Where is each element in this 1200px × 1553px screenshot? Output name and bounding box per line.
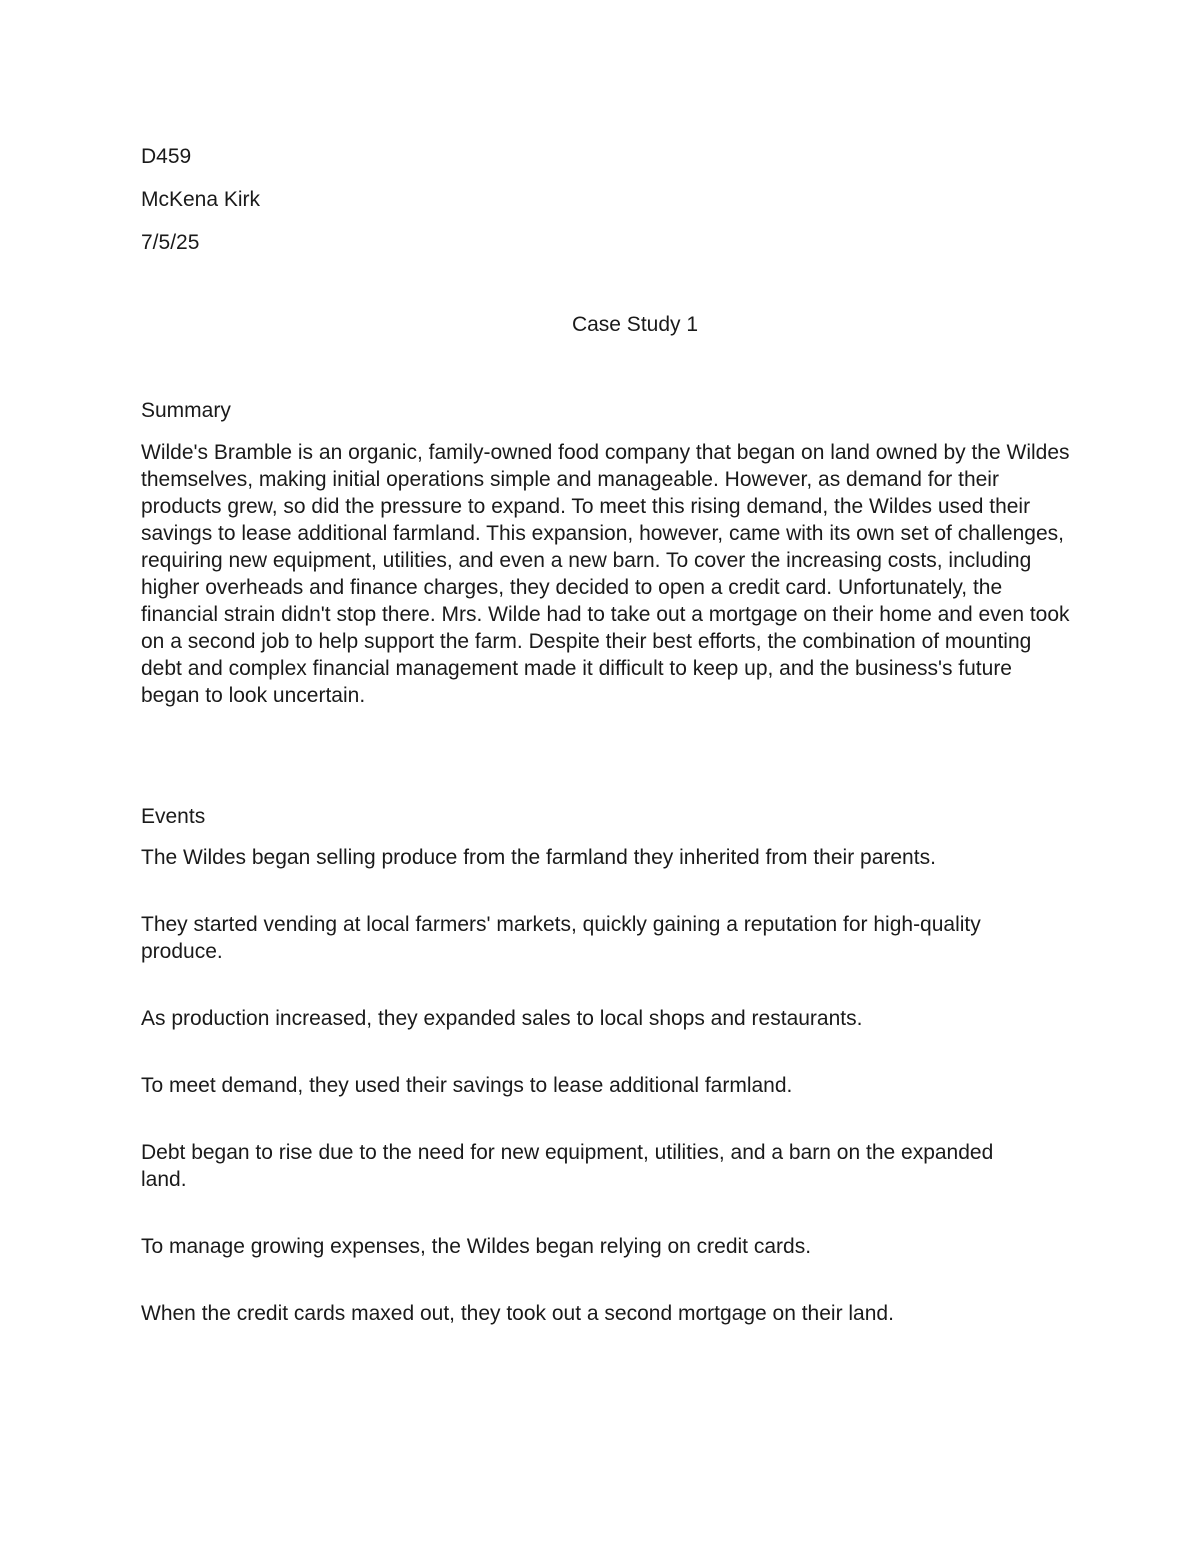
- events-heading: Events: [141, 805, 206, 828]
- summary-heading: Summary: [141, 399, 231, 422]
- course-code: D459: [141, 145, 192, 168]
- author-name: McKena Kirk: [141, 188, 261, 211]
- document-title: Case Study 1: [571, 313, 699, 336]
- summary-paragraph: Wilde's Bramble is an organic, family-owned food company that began on land owned by the Wildes themselves, making initial operations simple and manageable. However, as demand for their products grew, so did the pressure to expand. To meet this rising demand, the Wildes used their savings to lease additional farmland. This expansion, however, came with its own set of challenges, requiring new equipment, utilities, and even a new barn. To cover the increasing costs, including higher overheads and finance charges, they decided to open a credit card. Unfortunately, the financial strain didn't stop there. Mrs. Wilde had to take out a mortgage on their home and even took on a second job to help support the farm. Despite their best efforts, the combination of mounting debt and complex financial management made it difficult to keep up, and the business's future began to look uncertain.: [141, 441, 1070, 707]
- document-date: 7/5/25: [141, 231, 200, 254]
- event-item: The Wildes began selling produce from the farmland they inherited from their parents.: [141, 846, 936, 869]
- event-item: Debt began to rise due to the need for new equipment, utilities, and a barn on the expanded land.: [141, 1141, 994, 1191]
- event-item: As production increased, they expanded sales to local shops and restaurants.: [141, 1007, 863, 1030]
- events-list: [141, 844, 1041, 1367]
- event-item: To manage growing expenses, the Wildes began relying on credit cards.: [141, 1235, 812, 1258]
- event-item: When the credit cards maxed out, they took out a second mortgage on their land.: [141, 1302, 894, 1325]
- event-item: To meet demand, they used their savings to lease additional farmland.: [141, 1074, 793, 1097]
- event-item: They started vending at local farmers' markets, quickly gaining a reputation for high-quality produce.: [141, 913, 981, 963]
